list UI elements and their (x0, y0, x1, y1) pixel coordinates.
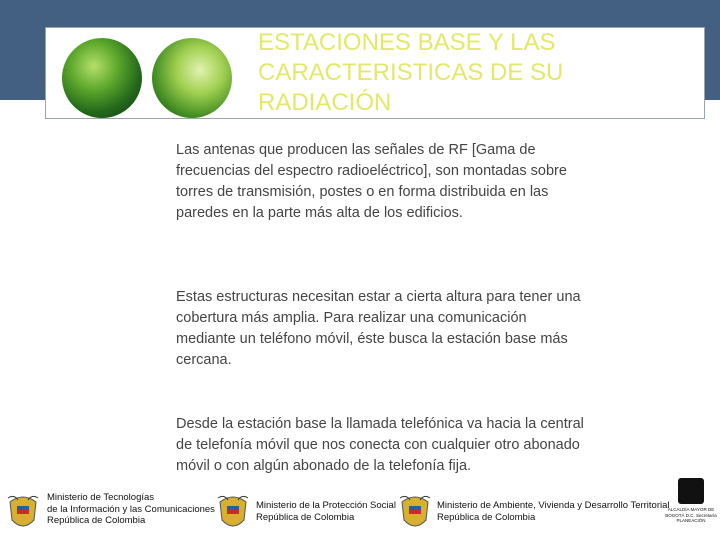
colombia-coat-of-arms-icon (398, 492, 432, 532)
bogota-logo-text: ALCALDÍA MAYOR DE BOGOTÁ D.C. Secretaría PLANEACIÓN (665, 507, 717, 523)
slide-title: ESTACIONES BASE Y LAS CARACTERISTICAS DE SU RADIACIÓN (258, 29, 564, 116)
leaf-photo-2 (152, 38, 232, 118)
leaf-photo-1 (62, 38, 142, 118)
bogota-logo-icon (678, 478, 704, 504)
colombia-coat-of-arms-icon (216, 492, 250, 532)
paragraph-1: Las antenas que producen las señales de RF [Gama de frecuencias del espectro radioeléctrico], son montadas sobre torres de transmisión, postes o en forma distribuida en las paredes en la parte más alta de los edificios. (176, 142, 567, 221)
ministry-tic-label: Ministerio de Tecnologías de la Información y las Comunicaciones República de Colombia (47, 492, 215, 526)
colombia-coat-of-arms-icon (6, 492, 40, 532)
paragraph-3: Desde la estación base la llamada telefónica va hacia la central de telefonía móvil que nos conecta con cualquier otro abonado móvil o con algún abonado de la telefonía fija. (176, 416, 584, 474)
ministry-social-label: Ministerio de la Protección Social República de Colombia (256, 500, 396, 523)
paragraph-2: Estas estructuras necesitan estar a cierta altura para tener una cobertura más amplia. Para realizar una comunicación mediante un teléfono móvil, éste busca la estación base más cercana. (176, 289, 581, 368)
ministry-environment-label: Ministerio de Ambiente, Vivienda y Desarrollo Territorial República de Colombia (437, 500, 670, 523)
footer-logos (0, 488, 720, 540)
